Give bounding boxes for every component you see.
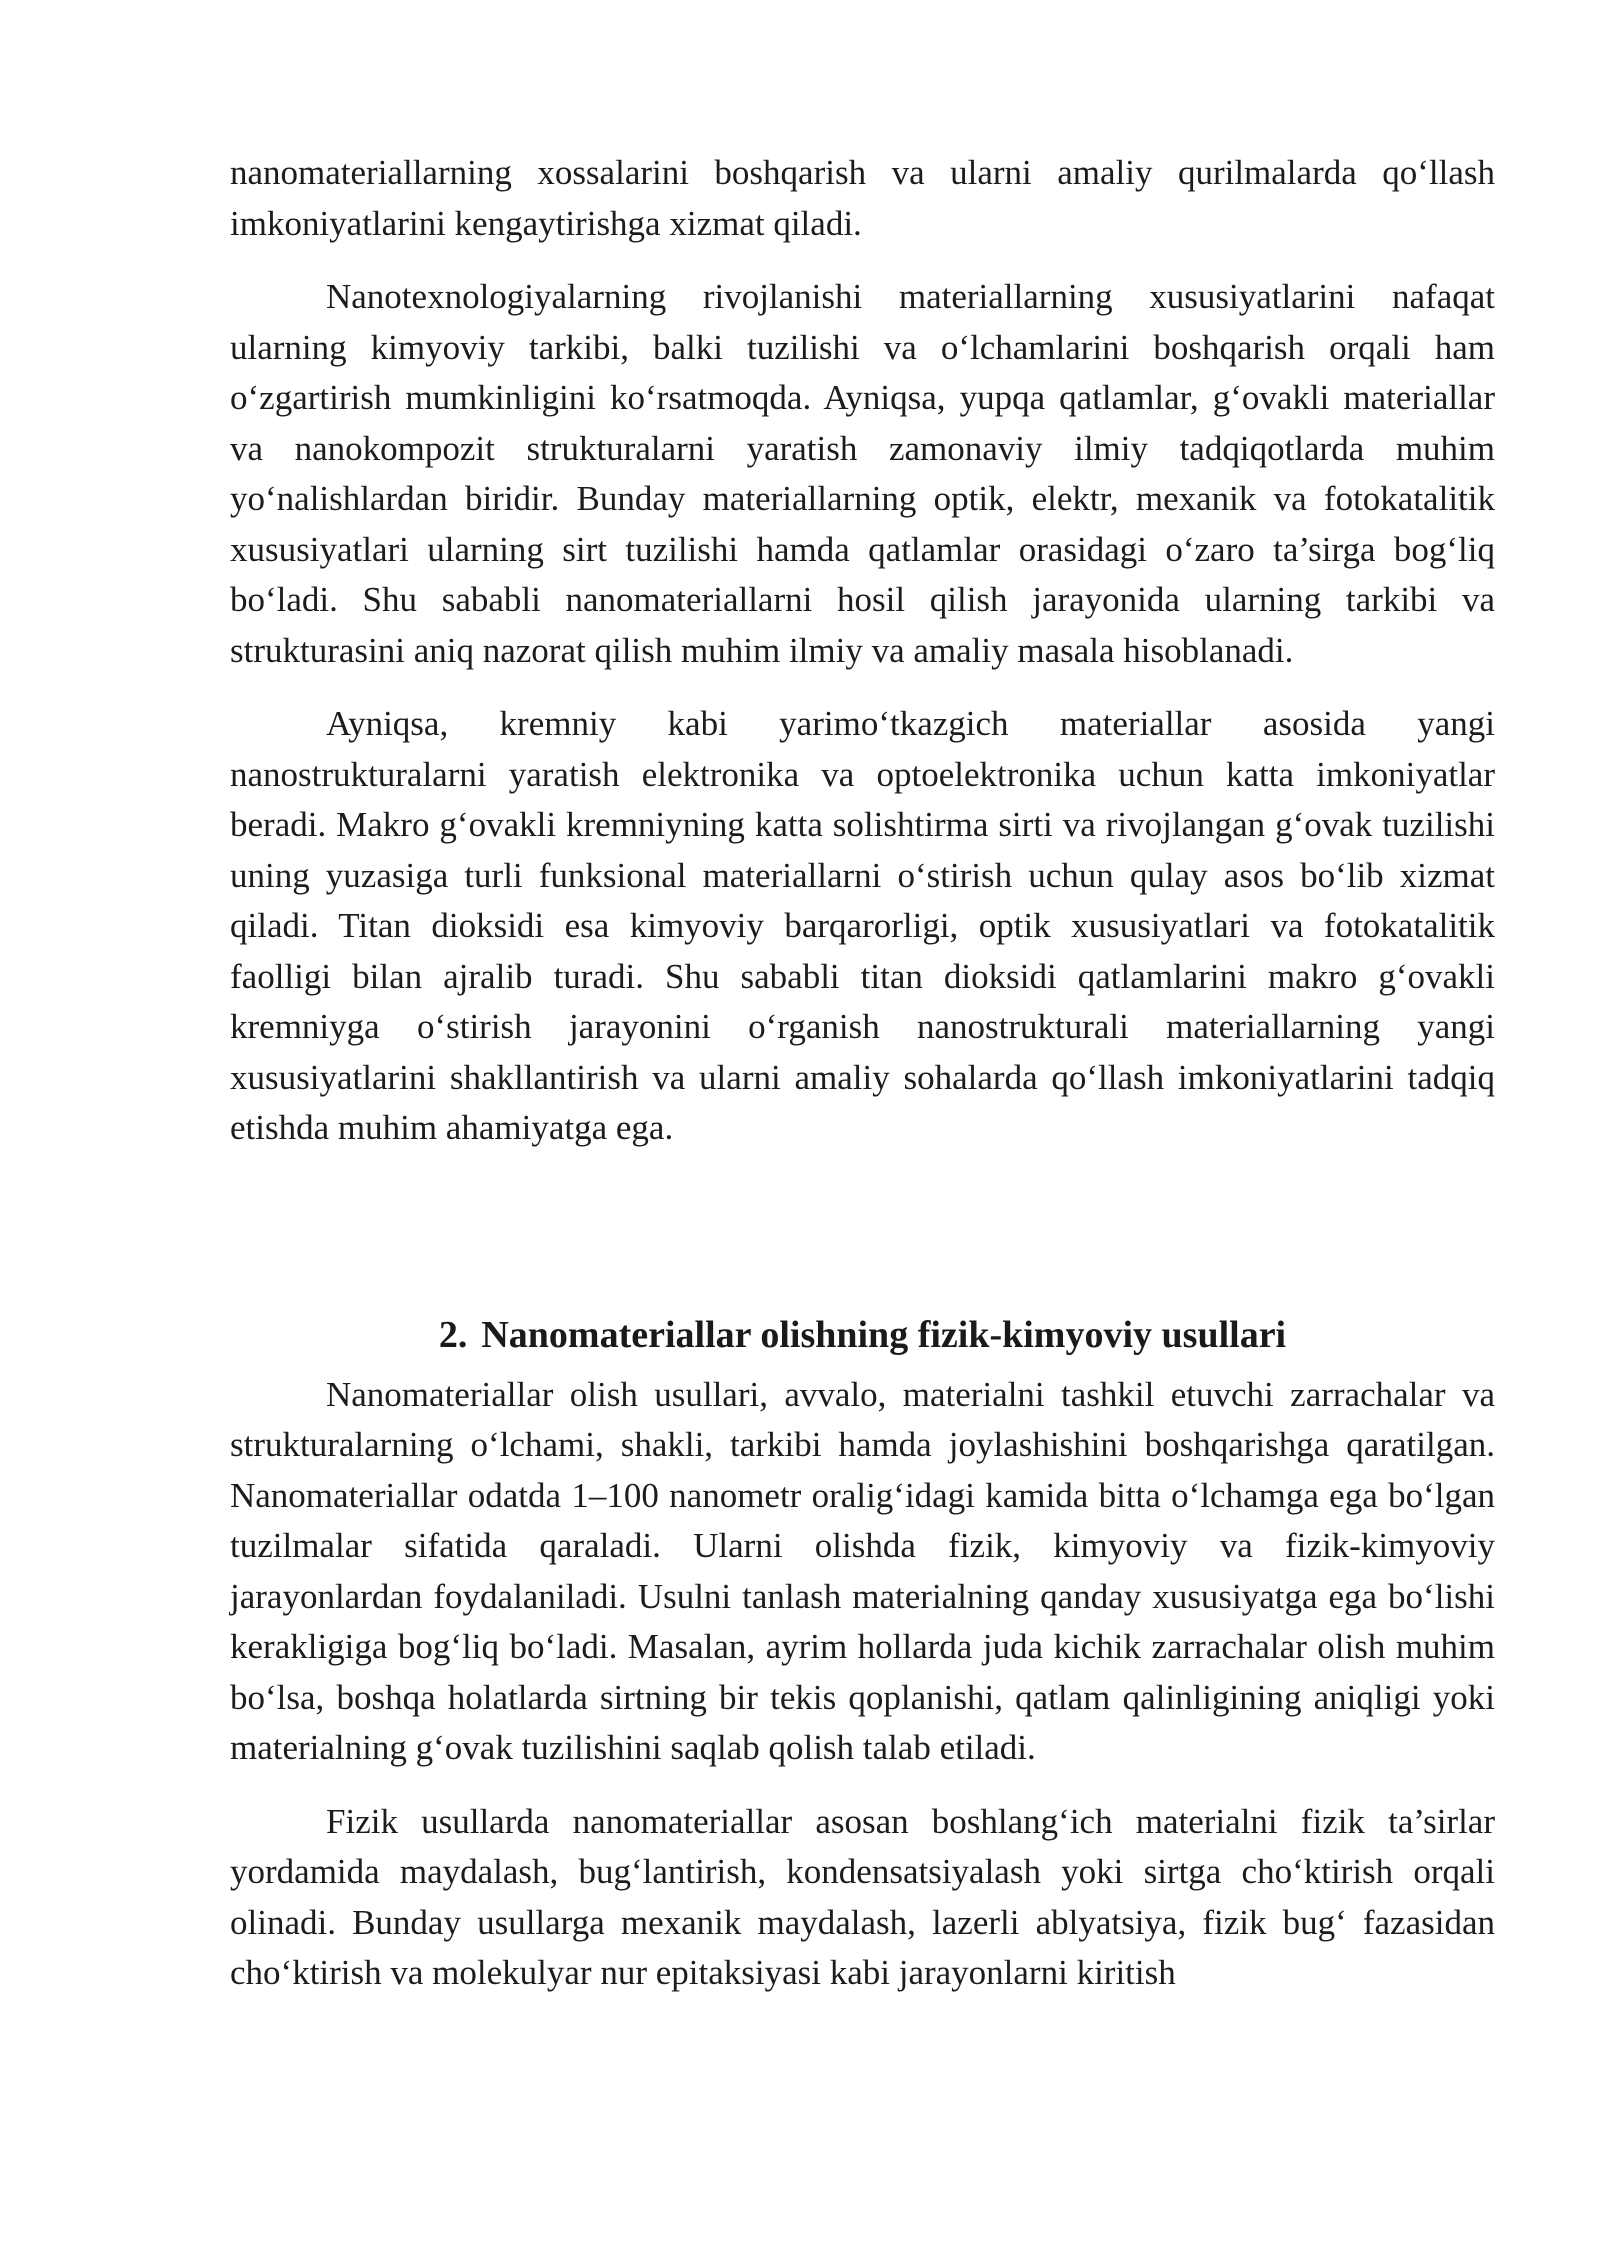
paragraph-methods-overview: Nanomateriallar olish usullari, avvalo, materialni tashkil etuvchi zarrachalar va strukturalarning o‘lchami, shakli, tarkibi hamda joylashishini boshqarishga qaratilgan. Nanomateriallar odatda 1–100 nanometr oralig‘idagi kamida bitta o‘lchamga ega bo‘lgan tuzilmalar sifatida qaraladi. Ularni olishda fizik, kimyoviy va fizik-kimyoviy jarayonlardan foydalaniladi. Usulni tanlash materialning qanday xususiyatga ega bo‘lishi kerakligiga bog‘liq bo‘ladi. Masalan, ayrim hollarda juda kichik zarrachalar olish muhim bo‘lsa, boshqa holatlarda sirtning bir tekis qoplanishi, qatlam qalinligining aniqligi yoki materialning g‘ovak tuzilishini saqlab qolish talab etiladi. bbox=[230, 1374, 1495, 1767]
paragraph-continuation: nanomateriallarning xossalarini boshqarish va ularni amaliy qurilmalarda qo‘llash imkoniyatlarini kengaytirishga xizmat qiladi. bbox=[230, 153, 1495, 243]
section-heading bbox=[230, 1306, 1495, 1364]
paragraph-physical-methods: Fizik usullarda nanomateriallar asosan boshlang‘ich materialni fizik ta’sirlar yordamida maydalash, bug‘lantirish, kondensatsiyalash yoki sirtga cho‘ktirish orqali olinadi. Bunday usullarga mexanik maydalash, lazerli ablyatsiya, fizik bug‘ fazasidan cho‘ktirish va molekulyar nur epitaksiyasi kabi jarayonlarni kiritish bbox=[230, 1801, 1495, 1992]
page-content bbox=[230, 148, 1495, 1999]
section-title: Nanomateriallar olishning fizik-kimyoviy usullari bbox=[481, 1313, 1287, 1356]
paragraph-silicon-nanostructures: Ayniqsa, kremniy kabi yarimo‘tkazgich materiallar asosida yangi nanostrukturalarni yaratish elektronika va optoelektronika uchun katta imkoniyatlar beradi. Makro g‘ovakli kremniyning katta solishtirma sirti va rivojlangan g‘ovak tuzilishi uning yuzasiga turli funksional materiallarni o‘stirish uchun qulay asos bo‘lib xizmat qiladi. Titan dioksidi esa kimyoviy barqarorligi, optik xususiyatlari va fotokatalitik faolligi bilan ajralib turadi. Shu sababli titan dioksidi qatlamlarini makro g‘ovakli kremniyga o‘stirish jarayonini o‘rganish nanostrukturali materiallarning yangi xususiyatlarini shakllantirish va ularni amaliy sohalarda qo‘llash imkoniyatlarini tadqiq etishda muhim ahamiyatga ega. bbox=[230, 704, 1495, 1147]
paragraph-nanotechnology-development: Nanotexnologiyalarning rivojlanishi materiallarning xususiyatlarini nafaqat ularning kimyoviy tarkibi, balki tuzilishi va o‘lchamlarini boshqarish orqali ham o‘zgartirish mumkinligini ko‘rsatmoqda. Ayniqsa, yupqa qatlamlar, g‘ovakli materiallar va nanokompozit strukturalarni yaratish zamonaviy ilmiy tadqiqotlarda muhim yo‘nalishlardan biridir. Bunday materiallarning optik, elektr, mexanik va fotokatalitik xususiyatlari ularning sirt tuzilishi hamda qatlamlar orasidagi o‘zaro ta’sirga bog‘liq bo‘ladi. Shu sababli nanomateriallarni hosil qilish jarayonida ularning tarkibi va strukturasini aniq nazorat qilish muhim ilmiy va amaliy masala hisoblanadi. bbox=[230, 277, 1495, 670]
section-number: 2. bbox=[438, 1313, 468, 1356]
